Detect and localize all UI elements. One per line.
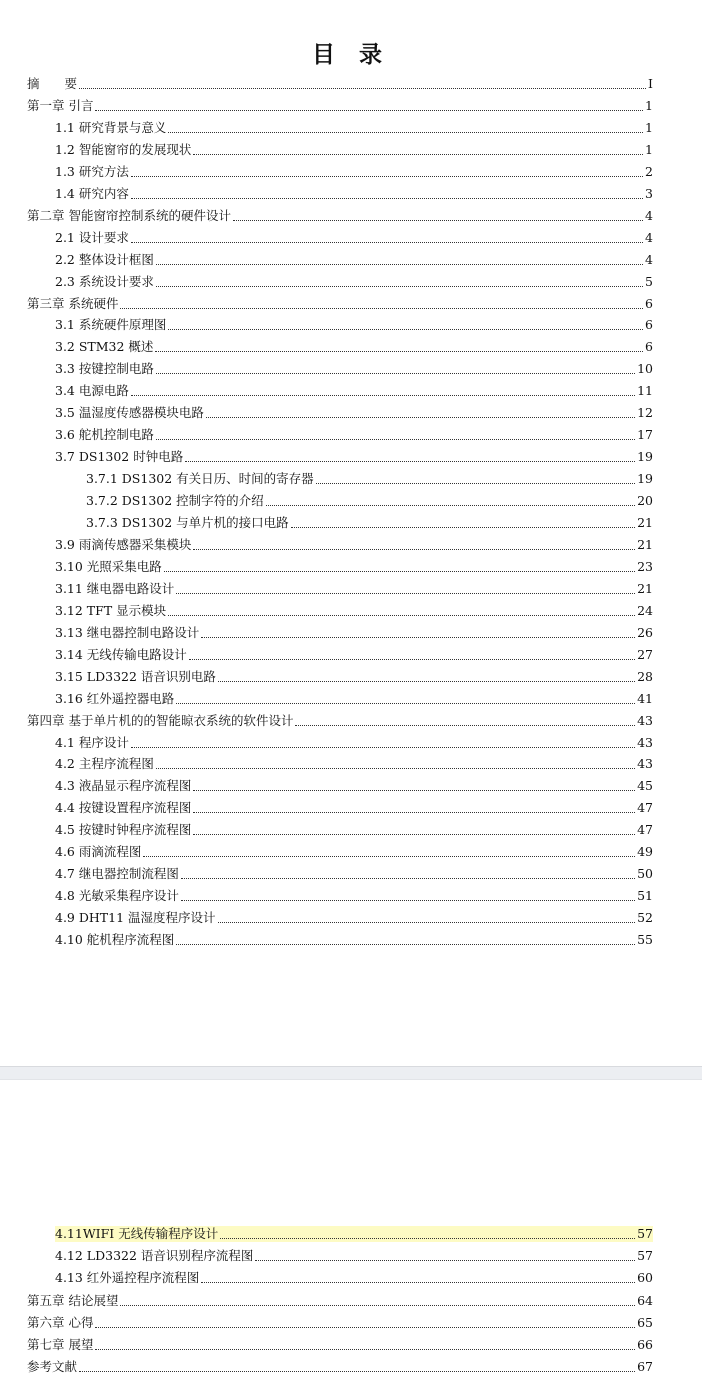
toc-entry[interactable] [27,1359,653,1375]
toc-leader-dots [193,549,635,550]
toc-entry-page-number: 57 [637,1226,653,1241]
toc-entry-title: 3.2 STM32 概述 [55,339,154,355]
toc-entry-page-number: 4 [645,251,653,267]
toc-leader-dots [156,439,635,440]
toc-leader-dots [181,900,635,901]
toc-leader-dots [131,176,643,177]
toc-entry-page-number: 55 [637,932,653,948]
toc-entry-page-number: 45 [637,778,653,794]
toc-entry-page-number: 20 [637,493,653,509]
page-separator [0,1066,702,1080]
toc-entry-title: 1.2 智能窗帘的发展现状 [55,141,192,157]
toc-leader-dots [220,1238,635,1239]
toc-entry-page-number: 3 [645,185,653,201]
toc-leader-dots [176,944,635,945]
toc-leader-dots [164,571,635,572]
toc-leader-dots [155,351,643,352]
toc-entry[interactable] [55,230,653,246]
toc-entry-page-number: 26 [637,624,653,640]
toc-entry-page-number: 52 [637,910,653,926]
document-page-2 [0,1080,702,1386]
toc-leader-dots [201,1282,635,1283]
toc-entry[interactable] [27,713,653,729]
toc-entry[interactable] [55,361,653,377]
toc-entry[interactable] [55,910,653,926]
toc-entry-title: 3.1 系统硬件原理图 [55,317,167,333]
toc-entry-page-number: 49 [637,844,653,860]
toc-entry[interactable] [55,800,653,816]
toc-leader-dots [156,373,635,374]
toc-entry-title: 3.12 TFT 显示模块 [55,602,167,618]
toc-entry-title: 4.2 主程序流程图 [55,756,154,772]
toc-entry-page-number: 28 [637,668,653,684]
toc-entry-title: 第二章 智能窗帘控制系统的硬件设计 [27,207,231,223]
toc-entry-page-number: 27 [637,646,653,662]
toc-leader-dots [131,242,643,243]
toc-entry-page-number: 43 [637,734,653,750]
toc-leader-dots [95,1327,635,1328]
toc-entry-page-number: 24 [637,602,653,618]
toc-entry-title: 4.12 LD3322 语音识别程序流程图 [55,1248,254,1264]
toc-entry-title: 摘 要 [27,76,78,91]
toc-entry-page-number: 65 [637,1314,653,1330]
toc-entry-title: 1.3 研究方法 [55,163,129,179]
toc-leader-dots [185,461,635,462]
toc-entry-page-number: 2 [645,163,653,179]
toc-entry[interactable] [55,603,653,619]
toc-entry-page-number: 11 [637,383,653,399]
toc-leader-dots [168,132,643,133]
toc-entry-title: 4.10 舵机程序流程图 [55,932,175,948]
toc-leader-dots [266,505,635,506]
toc-entry[interactable] [55,932,653,948]
toc-entry[interactable] [55,844,653,860]
toc-leader-dots [79,1371,635,1372]
toc-entry[interactable] [27,76,653,92]
toc-entry[interactable] [55,142,653,158]
toc-entry[interactable] [55,625,653,641]
toc-entry-title: 3.7.1 DS1302 有关日历、时间的寄存器 [86,471,314,487]
toc-entry-page-number: I [648,76,653,91]
toc-leader-dots [193,834,635,835]
toc-entry-title: 第六章 心得 [27,1314,94,1330]
toc-leader-dots [156,286,643,287]
toc-entry-page-number: 47 [637,800,653,816]
toc-entry-page-number: 19 [637,471,653,487]
toc-entry[interactable] [86,493,653,509]
toc-entry-title: 2.2 整体设计框图 [55,251,154,267]
toc-entry-title: 3.7.2 DS1302 控制字符的介绍 [86,493,264,509]
toc-entry[interactable] [55,164,653,180]
toc-entry[interactable] [55,669,653,685]
toc-entry-page-number: 1 [645,119,653,135]
toc-entry[interactable] [55,1248,653,1264]
toc-leader-dots [295,725,635,726]
toc-entry[interactable] [55,866,653,882]
toc-entry[interactable] [27,1315,653,1331]
toc-leader-dots [168,329,643,330]
toc-entry-title: 3.11 继电器电路设计 [55,580,175,596]
toc-leader-dots [120,1305,635,1306]
toc-entry-page-number: 6 [645,339,653,355]
toc-entry[interactable] [55,252,653,268]
toc-entry[interactable] [27,208,653,224]
toc-entry-title: 第七章 展望 [27,1337,94,1352]
toc-entry-title: 2.1 设计要求 [55,229,129,245]
toc-entry-page-number: 21 [637,580,653,596]
toc-leader-dots [206,417,635,418]
toc-entry-title: 3.7.3 DS1302 与单片机的接口电路 [86,515,289,530]
toc-entry-title: 4.11WIFI 无线传输程序设计 [55,1226,219,1241]
toc-entry-title: 1.1 研究背景与意义 [55,119,167,135]
toc-leader-dots [176,593,635,594]
toc-entry-title: 3.3 按键控制电路 [55,361,154,377]
toc-entry[interactable] [55,405,653,421]
toc-entry[interactable] [27,1337,653,1353]
toc-entry-title: 3.6 舵机控制电路 [55,427,154,443]
toc-entry-title: 3.7 DS1302 时钟电路 [55,449,184,465]
toc-leader-dots [156,768,635,769]
toc-leader-dots [193,790,635,791]
toc-entry-title: 1.4 研究内容 [55,185,129,201]
toc-entry-page-number: 12 [637,405,653,421]
toc-entry-title: 4.5 按键时钟程序流程图 [55,822,192,838]
toc-entry[interactable] [55,888,653,904]
toc-entry[interactable] [55,581,653,597]
toc-entry-page-number: 60 [637,1270,653,1286]
toc-leader-dots [131,198,643,199]
toc-entry-page-number: 51 [637,888,653,904]
toc-leader-dots [189,659,635,660]
toc-entry-title: 第一章 引言 [27,97,94,113]
toc-entry-title: 4.3 液晶显示程序流程图 [55,778,192,794]
toc-leader-dots [131,747,635,748]
toc-entry-title: 3.9 雨滴传感器采集模块 [55,536,192,552]
toc-entry-page-number: 4 [645,207,653,223]
toc-entry-page-number: 66 [637,1337,653,1352]
toc-entry-page-number: 1 [645,141,653,157]
toc-entry-page-number: 6 [645,317,653,333]
toc-entry-page-number: 19 [637,449,653,465]
toc-entry[interactable] [55,1226,653,1242]
toc-entry-title: 2.3 系统设计要求 [55,273,154,289]
toc-entry-page-number: 17 [637,427,653,443]
toc-leader-dots [79,88,646,89]
toc-entry-title: 参考文献 [27,1359,78,1375]
toc-leader-dots [193,812,635,813]
toc-leader-dots [95,110,643,111]
toc-entry[interactable] [55,274,653,290]
toc-entry-title: 4.4 按键设置程序流程图 [55,800,192,816]
toc-entry-title: 4.6 雨滴流程图 [55,844,142,860]
toc-entry[interactable] [55,427,653,443]
toc-entry-title: 3.15 LD3322 语音识别电路 [55,668,216,684]
toc-leader-dots [120,308,643,309]
toc-entry[interactable] [55,735,653,751]
toc-leader-dots [156,264,643,265]
toc-entry[interactable] [55,537,653,553]
toc-entry[interactable] [27,296,653,312]
toc-leader-dots [193,154,643,155]
toc-entry-title: 3.4 电源电路 [55,383,129,399]
toc-entry-page-number: 21 [637,536,653,552]
toc-entry-title: 4.13 红外遥控程序流程图 [55,1270,200,1286]
toc-entry-page-number: 67 [637,1359,653,1375]
toc-entry[interactable] [55,1270,653,1286]
toc-leader-dots [201,637,635,638]
toc-entry-title: 第四章 基于单片机的的智能晾衣系统的软件设计 [27,712,294,728]
toc-entry-page-number: 64 [637,1292,653,1308]
toc-entry-page-number: 50 [637,866,653,882]
toc-entry-page-number: 5 [645,273,653,289]
toc-entry[interactable] [55,317,653,333]
toc-title: 目 录 [311,42,390,68]
toc-leader-dots [168,615,635,616]
toc-entry-page-number: 43 [637,756,653,772]
toc-entry[interactable] [27,98,653,114]
toc-entry[interactable] [55,186,653,202]
toc-entry-page-number: 41 [637,690,653,706]
toc-leader-dots [233,220,643,221]
toc-entry-page-number: 57 [637,1248,653,1264]
toc-entry-page-number: 21 [637,515,653,530]
toc-entry-page-number: 6 [645,295,653,311]
toc-entry[interactable] [55,383,653,399]
toc-leader-dots [218,681,635,682]
toc-leader-dots [131,395,635,396]
toc-entry[interactable] [86,471,653,487]
toc-entry-title: 3.13 继电器控制电路设计 [55,624,200,640]
toc-entry-title: 4.1 程序设计 [55,734,129,750]
toc-entry-page-number: 1 [645,97,653,113]
toc-leader-dots [218,922,636,923]
toc-entry-page-number: 47 [637,822,653,838]
toc-leader-dots [181,878,635,879]
toc-entry[interactable] [55,449,653,465]
toc-entry[interactable] [86,515,653,531]
toc-leader-dots [143,856,635,857]
toc-entry[interactable] [55,559,653,575]
toc-leader-dots [255,1260,635,1261]
toc-entry[interactable] [55,778,653,794]
toc-entry-title: 4.8 光敏采集程序设计 [55,888,179,904]
toc-entry[interactable] [55,691,653,707]
toc-entry-title: 3.10 光照采集电路 [55,558,162,574]
toc-leader-dots [95,1349,635,1350]
toc-leader-dots [316,483,635,484]
toc-entry-title: 4.9 DHT11 温湿度程序设计 [55,910,216,926]
toc-entry-page-number: 23 [637,558,653,574]
toc-entry[interactable] [27,1293,653,1309]
toc-entry-title: 3.16 红外遥控器电路 [55,690,175,706]
toc-entry-title: 4.7 继电器控制流程图 [55,866,179,882]
toc-entry[interactable] [55,339,653,355]
toc-entry-title: 第三章 系统硬件 [27,295,119,311]
toc-entry-page-number: 4 [645,229,653,245]
toc-entry[interactable] [55,756,653,772]
toc-entry-title: 3.5 温湿度传感器模块电路 [55,405,204,421]
toc-leader-dots [176,703,635,704]
toc-entry-title: 3.14 无线传输电路设计 [55,646,187,662]
toc-leader-dots [291,527,635,528]
toc-entry[interactable] [55,120,653,136]
toc-entry-title: 第五章 结论展望 [27,1292,119,1308]
toc-entry-page-number: 10 [637,361,653,377]
toc-entry[interactable] [55,822,653,838]
toc-entry[interactable] [55,647,653,663]
toc-entry-page-number: 43 [637,712,653,728]
